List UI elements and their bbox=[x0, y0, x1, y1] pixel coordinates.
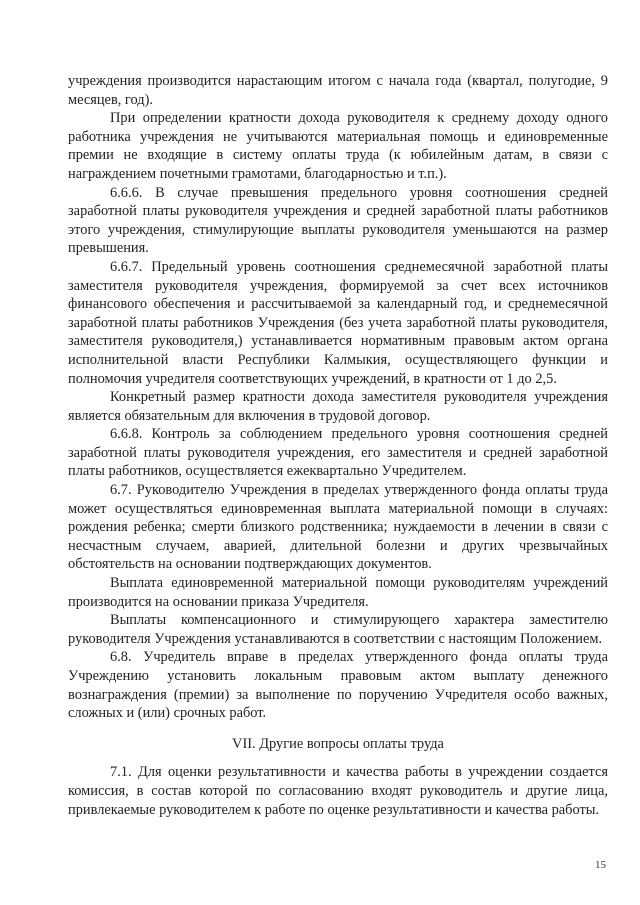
paragraph-6-6-6: 6.6.6. В случае превышения предельного уровня соотношения средней заработной платы руководителя учреждения и средней заработной платы работников этого учреждения, стимулирующие выплаты руководителя уменьшаются на размер превышения. bbox=[68, 184, 608, 257]
paragraph-7-1: 7.1. Для оценки результативности и качества работы в учреждении создается комиссия, в состав которой по согласованию входят руководитель и другие лица, привлекаемые руководителем к работе по оценке результативности и качества работы. bbox=[68, 764, 608, 818]
paragraph-deputy-ratio: Конкретный размер кратности дохода заместителя руководителя учреждения является обязательным для включения в трудовой договор. bbox=[68, 389, 608, 424]
paragraph-6-6-8: 6.6.8. Контроль за соблюдением предельного уровня соотношения средней заработной платы руководителя учреждения, его заместителя и средней заработной платы работников, осуществляется ежеквартально Учредителем. bbox=[68, 426, 608, 480]
paragraph-6-7: 6.7. Руководителю Учреждения в пределах утвержденного фонда оплаты труда может осуществляться единовременная выплата материальной помощи в случаях: рождения ребенка; смерти близкого родственника; нуждаемости в лечении в связи с несчастным случаем, аварией, длительной болезни и других чрезвычайных обстоятельств на основании подтверждающих документов. bbox=[68, 482, 608, 573]
paragraph-6-6-7: 6.6.7. Предельный уровень соотношения среднемесячной заработной платы заместителя руководителя учреждения, формируемой за счет всех источников финансового обеспечения и рассчитываемой за календарный год, и среднемесячной заработной платы работников Учреждения (без учета заработной платы руководителя, заместителя руководителя,) устанавливается нормативным правовым актом органа исполнительной власти Республики Калмыкия, осуществляющего функции и полномочия учредителя соответствующих учреждений, в кратности от 1 до 2,5. bbox=[68, 258, 608, 387]
paragraph-continuation: учреждения производится нарастающим итогом с начала года (квартал, полугодие, 9 месяцев, год). bbox=[68, 73, 608, 108]
document-page bbox=[68, 72, 608, 819]
section-heading: VII. Другие вопросы оплаты труда bbox=[232, 735, 444, 752]
paragraph-income-ratio: При определении кратности дохода руководителя к среднему доходу одного работника учреждения не учитываются материальная помощь и единовременные премии не входящие в систему оплаты труда (к юбилейным датам, в связи с награждением почетными грамотами, благодарностью и т.п.). bbox=[68, 110, 608, 182]
paragraph-6-8: 6.8. Учредитель вправе в пределах утвержденного фонда оплаты труда Учреждению установить локальным правовым актом выплату денежного вознаграждения (премии) за выполнение по поручению Учредителя особо важных, сложных и (или) срочных работ. bbox=[68, 649, 608, 722]
page-number: 15 bbox=[595, 859, 606, 871]
paragraph-deputy-payments: Выплаты компенсационного и стимулирующего характера заместителю руководителя Учреждения устанавливаются в соответствии с настоящим Положением. bbox=[68, 612, 608, 647]
paragraph-aid-payment: Выплата единовременной материальной помощи руководителям учреждений производится на основании приказа Учредителя. bbox=[68, 575, 608, 610]
